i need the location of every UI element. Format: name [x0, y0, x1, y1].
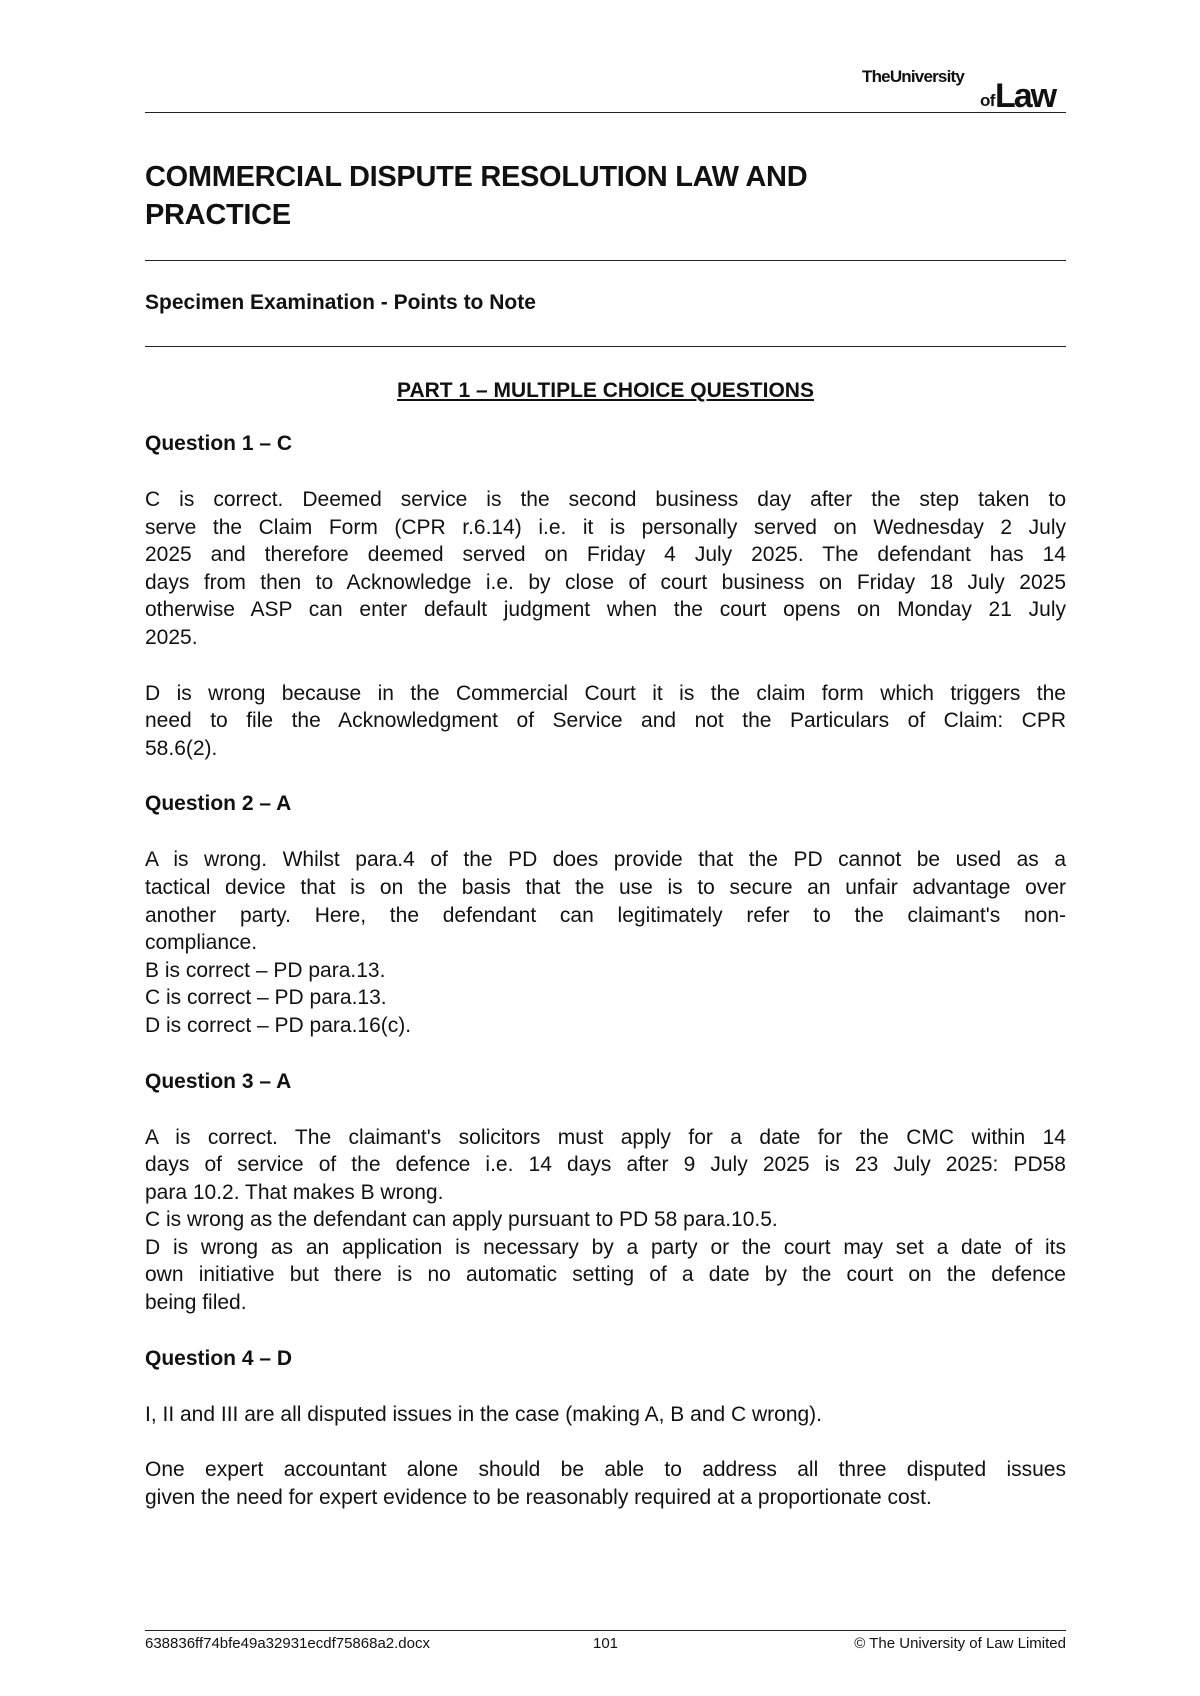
question-heading: Question 3 – A — [145, 1069, 292, 1093]
paragraph-line: serve the Claim Form (CPR r.6.14) i.e. it is personally served on Wednesday 2 July — [145, 515, 1066, 539]
part-heading: PART 1 – MULTIPLE CHOICE QUESTIONS — [397, 379, 814, 402]
paragraph-line: D is correct – PD para.16(c). — [145, 1013, 412, 1037]
footer-copyright: © The University of Law Limited — [854, 1635, 1066, 1652]
header-divider — [145, 112, 1066, 113]
footer — [145, 1634, 1066, 1654]
answer-paragraph — [145, 486, 1066, 652]
page-title — [145, 158, 1066, 234]
title-divider — [145, 260, 1066, 261]
paragraph-line: C is wrong as the defendant can apply pursuant to PD 58 para.10.5. — [145, 1208, 778, 1232]
answer-paragraph — [145, 1124, 1066, 1317]
subtitle: Specimen Examination - Points to Note — [145, 291, 536, 314]
answer-paragraph — [145, 1456, 1066, 1511]
answers-body — [145, 430, 1066, 1539]
paragraph-line: A is correct. The claimant's solicitors must apply for a date for the CMC within 14 — [145, 1125, 1066, 1149]
logo-text-line1: TheUniversity — [862, 67, 965, 86]
paragraph-line: otherwise ASP can enter default judgment when the court opens on Monday 21 July — [145, 598, 1066, 622]
paragraph-line: another party. Here, the defendant can legitimately refer to the claimant's non- — [145, 903, 1066, 927]
logo-text-law: Law — [995, 77, 1056, 110]
footer-filename: 638836ff74bfe49a32931ecdf75868a2.docx — [145, 1635, 430, 1652]
question-heading: Question 4 – D — [145, 1346, 293, 1370]
paragraph-line: D is wrong as an application is necessary by a party or the court may set a date of its — [145, 1235, 1066, 1259]
subtitle-divider — [145, 346, 1066, 347]
paragraph-line: days from then to Acknowledge i.e. by close of court business on Friday 18 July 2025 — [145, 570, 1066, 594]
paragraph-line: C is correct – PD para.13. — [145, 986, 387, 1010]
paragraph-line: A is wrong. Whilst para.4 of the PD does provide that the PD cannot be used as a — [145, 848, 1066, 872]
paragraph-line: tactical device that is on the basis that the use is to secure an unfair advantage over — [145, 875, 1066, 899]
question-heading: Question 2 – A — [145, 792, 292, 816]
paragraph-line: being filed. — [145, 1291, 247, 1315]
paragraph-line: given the need for expert evidence to be reasonably required at a proportionate cost. — [145, 1485, 932, 1509]
footer-page-number: 101 — [592, 1635, 619, 1652]
answer-paragraph — [145, 846, 1066, 1039]
university-of-law-logo — [862, 66, 1068, 110]
answer-paragraph — [145, 680, 1066, 763]
paragraph-line: 2025. — [145, 625, 198, 649]
paragraph-line: 58.6(2). — [145, 736, 218, 760]
paragraph-line: I, II and III are all disputed issues in the case (making A, B and C wrong). — [145, 1402, 823, 1426]
paragraph-line: 2025 and therefore deemed served on Friday 4 July 2025. The defendant has 14 — [145, 543, 1066, 567]
paragraph-line: own initiative but there is no automatic setting of a date by the court on the defence — [145, 1263, 1066, 1287]
paragraph-line: B is correct – PD para.13. — [145, 958, 386, 982]
paragraph-line: need to file the Acknowledgment of Service and not the Particulars of Claim: CPR — [145, 709, 1066, 733]
question-heading: Question 1 – C — [145, 432, 293, 455]
paragraph-line: compliance. — [145, 931, 258, 955]
paragraph-line: C is correct. Deemed service is the second business day after the step taken to — [145, 488, 1066, 511]
paragraph-line: days of service of the defence i.e. 14 days after 9 July 2025 is 23 July 2025: PD58 — [145, 1153, 1066, 1177]
logo-text-of: of — [980, 91, 995, 110]
paragraph-line: D is wrong because in the Commercial Court it is the claim form which triggers the — [145, 681, 1066, 705]
title-line-1: COMMERCIAL DISPUTE RESOLUTION LAW AND — [145, 161, 808, 193]
footer-divider — [145, 1630, 1066, 1631]
paragraph-line: para 10.2. That makes B wrong. — [145, 1180, 444, 1204]
paragraph-line: One expert accountant alone should be able to address all three disputed issues — [145, 1458, 1066, 1482]
title-line-2: PRACTICE — [145, 199, 291, 231]
answer-paragraph — [145, 1401, 1066, 1429]
